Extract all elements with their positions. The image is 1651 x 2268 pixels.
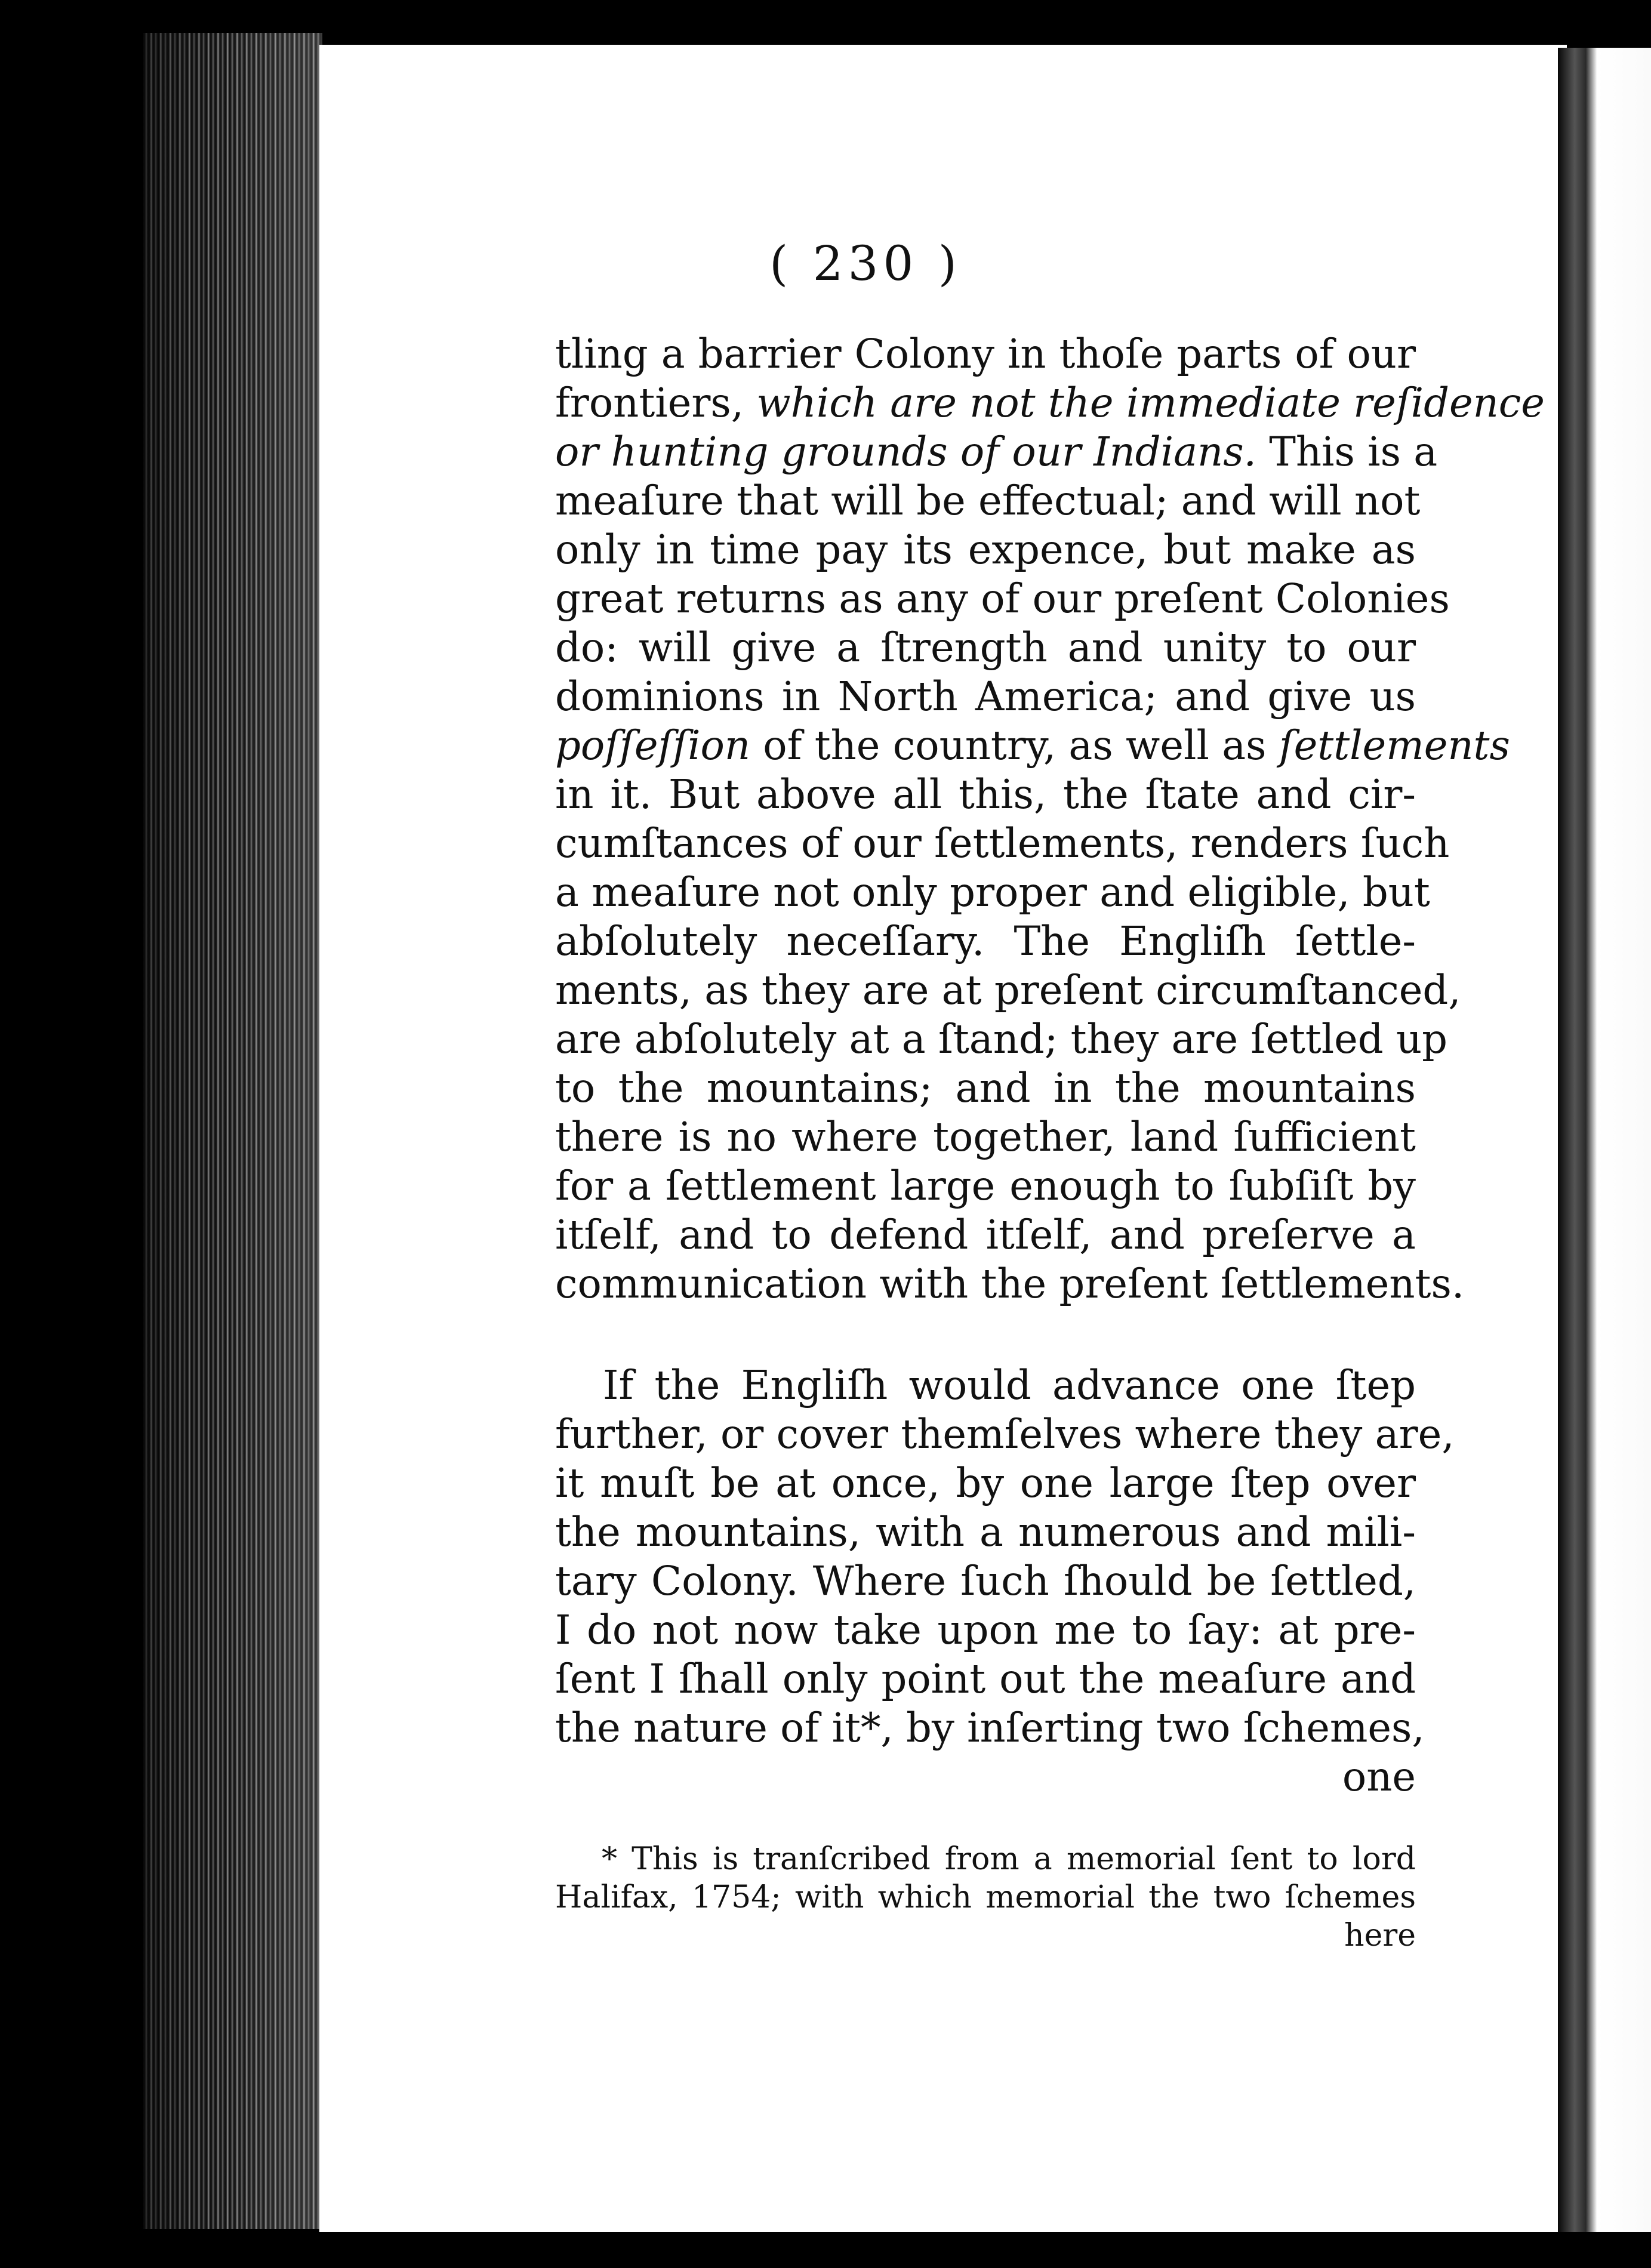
body-text	[555, 329, 1545, 1801]
text-line: frontiers, which are not the immediate reſidence	[555, 380, 1545, 426]
text-line: there is no where together, land ſufficient	[555, 1114, 1416, 1160]
text-line: for a ſettlement large enough to ſubſiſt by	[555, 1163, 1416, 1209]
text-line: poſſeſſion of the country, as well as ſettlements	[555, 722, 1510, 769]
text-line: great returns as any of our preſent Colonies	[555, 575, 1450, 622]
text-line: it muſt be at once, by one large ſtep over	[555, 1460, 1416, 1506]
text-line: do: will give a ſtrength and unity to our	[555, 624, 1416, 671]
text-line: communication with the preſent ſettlements.	[555, 1261, 1465, 1307]
footnote-line: * This is tranſcribed from a memorial ſent to lord	[602, 1841, 1416, 1877]
text-line: itſelf, and to defend itſelf, and preſerve a	[555, 1212, 1416, 1258]
text-line: the nature of it*, by inſerting two ſchemes,	[555, 1705, 1425, 1751]
text-line: tary Colony. Where ſuch ſhould be ſettled,	[555, 1558, 1416, 1604]
book-page-edges	[143, 33, 322, 2229]
text-line: ſent I ſhall only point out the meaſure and	[555, 1656, 1416, 1702]
text-line: dominions in North America; and give us	[555, 673, 1416, 720]
paragraph-gap	[555, 1308, 1416, 1361]
text-line: abſolutely neceſſary. The Engliſh ſettle-	[555, 918, 1416, 964]
text-line: ments, as they are at preſent circumſtanced,	[555, 967, 1461, 1013]
text-line: or hunting grounds of our Indians. This is a	[555, 429, 1438, 475]
text-line: are abſolutely at a ſtand; they are ſettled up	[555, 1016, 1448, 1062]
footnote	[555, 1840, 1416, 1955]
page-number: ( 230 )	[769, 236, 962, 291]
text-line: to the mountains; and in the mountains	[555, 1065, 1416, 1111]
text-line: If the Engliſh would advance one ſtep	[603, 1362, 1416, 1409]
footnote-line: Halifax, 1754; with which memorial the two ſchemes	[555, 1879, 1416, 1915]
text-line: I do not now take upon me to ſay: at pre-	[555, 1607, 1416, 1653]
footnote-catchword: here	[1344, 1918, 1416, 1953]
text-line: further, or cover themſelves where they are,	[555, 1411, 1455, 1457]
text-line: a meaſure not only proper and eligible, but	[555, 869, 1430, 916]
text-line: the mountains, with a numerous and mili-	[555, 1509, 1416, 1555]
catchword: one	[1342, 1754, 1416, 1800]
text-line: only in time pay its expence, but make as	[555, 526, 1416, 573]
text-line: cumſtances of our ſettlements, renders ſuch	[555, 820, 1450, 867]
facing-page-edge	[1558, 48, 1651, 2232]
text-line: tling a barrier Colony in thoſe parts of our	[555, 331, 1416, 377]
text-line: in it. But above all this, the ſtate and cir-	[555, 771, 1416, 818]
text-line: meaſure that will be effectual; and will not	[555, 477, 1421, 524]
